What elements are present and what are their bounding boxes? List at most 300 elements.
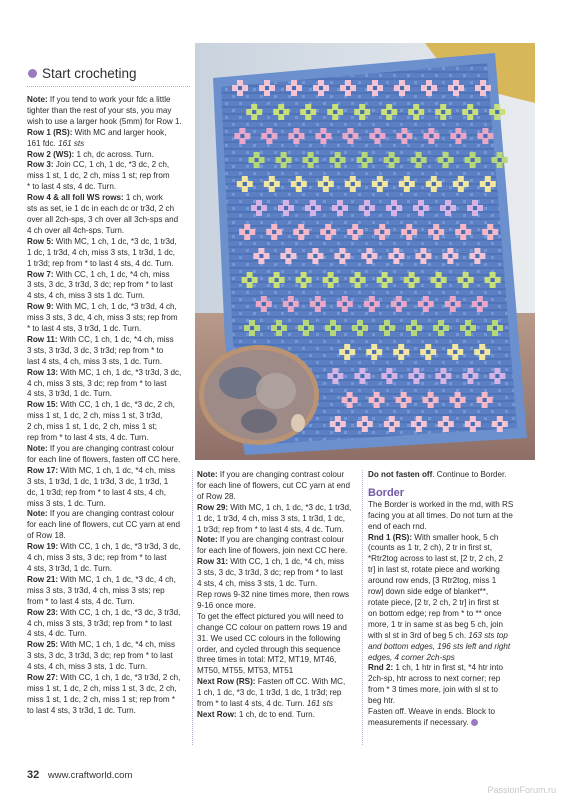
flower-center: [245, 230, 249, 234]
flower-center: [275, 278, 279, 282]
row-text: With CC, 1 ch, 1 dc, *3 dc, 2 ch,: [58, 400, 176, 410]
flower-center: [345, 350, 349, 354]
flower-petal: [418, 210, 424, 216]
flower-petal: [406, 224, 412, 230]
flower-petal: [447, 258, 453, 264]
flower-petal: [399, 90, 405, 96]
flower-petal: [411, 320, 417, 326]
flower-petal: [425, 354, 431, 360]
flower-petal: [494, 104, 500, 110]
text-line: [27, 575, 188, 586]
flower-petal: [460, 234, 466, 240]
flower-center: [481, 86, 485, 90]
text-line: [27, 270, 188, 281]
flower-center: [277, 326, 281, 330]
row-label: Row 1 (RS):: [27, 127, 73, 137]
flower-petal: [301, 272, 307, 278]
flower-center: [272, 230, 276, 234]
flower-petal: [325, 234, 331, 240]
flower-petal: [312, 258, 318, 264]
stitch-count: 163 sts top: [468, 630, 508, 640]
row-text: 4 sts, 4 ch, miss 3 sts 1 dc. Turn.: [27, 291, 145, 301]
row-text: 1 tr3d; rep from * to last 4 sts, 4 dc. Turn.: [197, 524, 344, 534]
flower-petal: [244, 224, 250, 230]
flower-petal: [474, 248, 480, 254]
row-text: If you are changing contrast colour: [47, 444, 175, 453]
text-line: [27, 673, 188, 684]
flower-petal: [305, 104, 311, 110]
flower-center: [331, 326, 335, 330]
row-text: With MC, 1 ch, 1 dc, *3 dc, 1 tr3d,: [228, 502, 352, 512]
row-text: from * to last 4 sts, 4 dc. Turn.: [27, 596, 135, 606]
flower-petal: [369, 296, 375, 302]
flower-center: [259, 254, 263, 258]
stitch-count: edges, 4 corner 2ch-sps: [368, 652, 455, 662]
flower-petal: [494, 114, 500, 120]
text-line: [27, 509, 188, 520]
text-line: [27, 368, 188, 379]
flower-petal: [293, 128, 299, 134]
flower-center: [378, 182, 382, 186]
flower-center: [456, 398, 460, 402]
flower-petal: [382, 272, 388, 278]
flower-petal: [433, 224, 439, 230]
row-text: 1 dc, 1 tr3d, 4 ch, miss 3 sts, 1 tr3d, 1 dc,: [197, 513, 345, 523]
flower-petal: [445, 200, 451, 206]
row-text: for each line of flowers, fasten off CC here.: [27, 454, 181, 464]
row-label: Row 17:: [27, 465, 59, 475]
flower-petal: [396, 296, 402, 302]
row-text: 3 sts, 3 dc, 3 tr3d, 3 dc; rep from * to last: [27, 280, 173, 290]
text-line: [368, 533, 533, 544]
row-text: MT50, MT55, MT53, MT51: [197, 666, 294, 676]
flower-petal: [482, 138, 488, 144]
row-text: With CC, 1 ch, 1 dc, *4 ch, miss: [57, 334, 174, 344]
flower-petal: [379, 224, 385, 230]
row-text: miss 1 st, 1 dc, 2 ch, miss 1 st; rep from *: [27, 694, 175, 704]
flower-petal: [344, 344, 350, 350]
flower-petal: [443, 426, 449, 432]
flower-center: [397, 302, 401, 306]
instructions-column-2: [197, 470, 358, 721]
flower-center: [432, 182, 436, 186]
flower-petal: [480, 90, 486, 96]
row-label: Note:: [197, 470, 218, 479]
flower-center: [304, 326, 308, 330]
flower-petal: [318, 90, 324, 96]
flower-petal: [453, 90, 459, 96]
text-line: [27, 477, 188, 488]
flower-petal: [374, 392, 380, 398]
flower-petal: [303, 330, 309, 336]
text-line: [27, 215, 188, 226]
flower-petal: [332, 368, 338, 374]
row-text: tr] in last st, rotate piece and working: [368, 565, 500, 575]
flower-center: [441, 374, 445, 378]
flower-petal: [247, 282, 253, 288]
flower-center: [426, 350, 430, 354]
flower-center: [399, 350, 403, 354]
flower-center: [365, 206, 369, 210]
flower-petal: [266, 138, 272, 144]
flower-petal: [440, 368, 446, 374]
row-text: If you are changing contrast colour: [217, 535, 345, 545]
flower-petal: [426, 90, 432, 96]
flower-center: [306, 110, 310, 114]
stitch-count: 161 sts: [58, 138, 85, 148]
flower-petal: [254, 162, 260, 168]
flower-center: [294, 134, 298, 138]
flower-petal: [386, 104, 392, 110]
flower-petal: [465, 330, 471, 336]
flower-petal: [386, 378, 392, 384]
flower-petal: [450, 296, 456, 302]
flower-petal: [479, 344, 485, 350]
flower-petal: [374, 128, 380, 134]
flower-center: [434, 230, 438, 234]
flower-center: [475, 254, 479, 258]
flower-petal: [335, 162, 341, 168]
row-text: change CC colour on pattern rows 19 and: [197, 622, 347, 632]
flower-petal: [296, 186, 302, 192]
flower-center: [311, 206, 315, 210]
text-line: [368, 470, 533, 481]
row-label: Note:: [27, 95, 48, 104]
flower-petal: [298, 224, 304, 230]
flower-petal: [318, 80, 324, 86]
flower-petal: [497, 162, 503, 168]
flower-center: [309, 158, 313, 162]
flower-center: [372, 350, 376, 354]
flower-center: [360, 110, 364, 114]
row-text: more, 1 tr in same st as beg 5 ch, join: [368, 619, 503, 629]
flower-center: [302, 278, 306, 282]
row-text: With MC, 1 ch, 1 dc, *4 ch, miss: [58, 640, 175, 650]
flower-petal: [409, 272, 415, 278]
row-text: 9-16 once more.: [197, 600, 256, 610]
flower-center: [340, 254, 344, 258]
flower-petal: [482, 392, 488, 398]
row-label: Do not fasten off: [368, 470, 433, 479]
text-line: [368, 598, 533, 609]
text-line: [27, 433, 188, 444]
row-text: * to last 4 sts, 3 tr3d, 1 dc. Turn.: [27, 324, 142, 334]
flower-center: [373, 86, 377, 90]
flower-petal: [393, 248, 399, 254]
flower-center: [392, 206, 396, 210]
flower-center: [324, 182, 328, 186]
row-text: on bottom edge; rep from * to ** once: [368, 608, 502, 618]
text-line: [368, 609, 533, 620]
border-instructions: [368, 500, 533, 729]
flower-petal: [350, 186, 356, 192]
flower-petal: [350, 176, 356, 182]
flower-center: [466, 326, 470, 330]
row-text: With MC, 1 ch, 1 dc, *3 tr3d, 4 ch,: [53, 302, 177, 312]
flower-center: [363, 422, 367, 426]
row-text: for each line of flowers, cut CC yarn at end: [27, 520, 180, 530]
flower-center: [270, 182, 274, 186]
flower-petal: [310, 210, 316, 216]
text-line: [27, 499, 188, 510]
text-line: [197, 481, 358, 492]
text-line: [368, 587, 533, 598]
flower-center: [299, 230, 303, 234]
flower-petal: [453, 80, 459, 86]
flower-center: [483, 398, 487, 402]
flower-petal: [458, 176, 464, 182]
text-line: [27, 466, 188, 477]
flower-petal: [369, 306, 375, 312]
text-line: [197, 634, 358, 645]
flower-petal: [308, 152, 314, 158]
flower-petal: [472, 210, 478, 216]
flower-petal: [411, 330, 417, 336]
text-line: [197, 612, 358, 623]
flower-center: [316, 302, 320, 306]
row-text: With CC, 1 ch, 1 dc, *4 ch, miss: [53, 269, 170, 279]
text-line: [197, 470, 358, 481]
flower-petal: [443, 152, 449, 158]
palette-tray: [199, 345, 319, 445]
flower-petal: [428, 402, 434, 408]
row-label: Row 25:: [27, 640, 59, 650]
flower-center: [498, 422, 502, 426]
flower-petal: [274, 282, 280, 288]
flower-petal: [276, 320, 282, 326]
text-line: [27, 160, 188, 171]
flower-center: [405, 182, 409, 186]
flower-center: [262, 302, 266, 306]
flower-petal: [467, 114, 473, 120]
row-label: Row 7:: [27, 269, 54, 279]
flower-petal: [339, 248, 345, 254]
row-text: from * to last 4 sts, 4 dc. Turn.: [197, 699, 307, 709]
text-line: [197, 557, 358, 568]
flower-petal: [480, 80, 486, 86]
flower-petal: [244, 234, 250, 240]
text-line: [27, 171, 188, 182]
row-text: with sl st in 3rd of beg 5 ch.: [368, 630, 469, 640]
row-text: To get the effect pictured you will need to: [197, 611, 344, 621]
text-line: [27, 193, 188, 204]
flower-petal: [398, 354, 404, 360]
flower-petal: [455, 402, 461, 408]
row-text: 1 ch, work: [123, 193, 163, 203]
row-text: If you are changing contrast colour: [47, 509, 175, 519]
text-line: [197, 568, 358, 579]
flower-center: [360, 374, 364, 378]
flower-petal: [431, 176, 437, 182]
flower-center: [451, 302, 455, 306]
text-line: [197, 590, 358, 601]
flower-center: [243, 182, 247, 186]
row-text: 4 sts, 4 ch, miss 3 sts, 1 dc. Turn.: [197, 579, 318, 589]
flower-petal: [440, 114, 446, 120]
flower-petal: [254, 152, 260, 158]
text-line: [27, 357, 188, 368]
flower-center: [326, 230, 330, 234]
row-label: Row 27:: [27, 673, 59, 683]
flower-center: [454, 86, 458, 90]
flower-petal: [362, 416, 368, 422]
flower-center: [319, 86, 323, 90]
flower-center: [252, 110, 256, 114]
flower-center: [336, 422, 340, 426]
flower-petal: [420, 258, 426, 264]
flower-petal: [420, 248, 426, 254]
flower-center: [267, 134, 271, 138]
flower-petal: [386, 114, 392, 120]
text-line: [27, 248, 188, 259]
flower-center: [471, 158, 475, 162]
row-text: 1 tr3d; rep from * to last 4 sts, 4 dc. Turn.: [27, 258, 174, 268]
flower-petal: [494, 378, 500, 384]
flower-petal: [337, 200, 343, 206]
section-title: Start crocheting: [42, 66, 137, 81]
text-line: [197, 645, 358, 656]
row-label: Row 9:: [27, 302, 54, 312]
row-text: miss 3 sts, 3 tr3d, 4 ch, miss 3 sts; rep: [27, 585, 165, 595]
flower-petal: [352, 224, 358, 230]
row-text: miss 1 st, 1 dc, 2 ch, miss 1 st; rep from: [27, 171, 170, 181]
flower-petal: [450, 306, 456, 312]
text-line: [27, 488, 188, 499]
text-line: [27, 684, 188, 695]
flower-petal: [482, 402, 488, 408]
flower-petal: [276, 330, 282, 336]
text-line: [27, 444, 188, 455]
row-text: With MC, 1 ch, 1 dc, *3 tr3d, 3 dc,: [58, 367, 182, 377]
flower-petal: [261, 296, 267, 302]
flower-petal: [357, 330, 363, 336]
flower-center: [417, 158, 421, 162]
row-text: tighter than the rest of your sts, you may: [27, 105, 172, 115]
continue-note: [368, 470, 533, 481]
text-line: [197, 688, 358, 699]
flower-petal: [384, 330, 390, 336]
row-text: . Continue to Border.: [432, 470, 507, 479]
flower-petal: [251, 114, 257, 120]
text-line: [27, 455, 188, 466]
text-line: [27, 695, 188, 706]
column-divider: [362, 470, 363, 745]
flower-petal: [423, 306, 429, 312]
text-line: [27, 280, 188, 291]
flower-petal: [330, 320, 336, 326]
flower-center: [437, 278, 441, 282]
flower-center: [282, 158, 286, 162]
flower-petal: [460, 224, 466, 230]
row-label: Row 2 (WS):: [27, 149, 75, 159]
flower-petal: [372, 80, 378, 86]
flower-petal: [463, 282, 469, 288]
flower-petal: [445, 210, 451, 216]
text-line: [27, 531, 188, 542]
heading-divider: [27, 86, 190, 87]
row-text: dc, 1 tr3d; rep from * to last 4 sts, 4 ch,: [27, 487, 167, 497]
row-label: Rnd 2:: [368, 663, 394, 673]
row-text: 4 sts, 3 tr3d, 1 dc. Turn.: [27, 563, 113, 573]
flower-center: [250, 326, 254, 330]
text-line: [27, 324, 188, 335]
flower-petal: [283, 210, 289, 216]
flower-petal: [239, 138, 245, 144]
flower-center: [448, 254, 452, 258]
row-text: Fasten off. Weave in ends. Block to: [368, 707, 496, 717]
text-line: [27, 706, 188, 717]
flower-petal: [463, 272, 469, 278]
flower-petal: [470, 152, 476, 158]
text-line: [197, 601, 358, 612]
flower-center: [284, 206, 288, 210]
flower-center: [356, 278, 360, 282]
flower-petal: [497, 416, 503, 422]
row-text: 161 fdc.: [27, 138, 59, 148]
flower-center: [387, 374, 391, 378]
flower-center: [257, 206, 261, 210]
text-line: [27, 400, 188, 411]
flower-center: [286, 254, 290, 258]
flower-petal: [477, 296, 483, 302]
row-text: end of each rnd.: [368, 521, 427, 531]
text-line: [27, 586, 188, 597]
flower-center: [383, 278, 387, 282]
flower-petal: [271, 234, 277, 240]
flower-petal: [443, 162, 449, 168]
text-line: [197, 699, 358, 710]
text-line: [27, 335, 188, 346]
flower-petal: [298, 234, 304, 240]
flower-petal: [379, 234, 385, 240]
flower-petal: [482, 128, 488, 134]
text-line: [27, 597, 188, 608]
flower-petal: [389, 162, 395, 168]
flower-petal: [281, 162, 287, 168]
text-line: [368, 554, 533, 565]
flower-petal: [352, 234, 358, 240]
flower-petal: [431, 186, 437, 192]
flower-petal: [452, 344, 458, 350]
flower-center: [353, 230, 357, 234]
flower-petal: [425, 344, 431, 350]
flower-petal: [382, 282, 388, 288]
text-line: [368, 522, 533, 533]
flower-petal: [256, 210, 262, 216]
flower-petal: [239, 128, 245, 134]
row-label: Row 11:: [27, 334, 58, 344]
flower-center: [414, 110, 418, 114]
row-text: 31. We used CC colours in the following: [197, 633, 341, 643]
section-heading: [27, 66, 192, 81]
flower-center: [338, 206, 342, 210]
text-line: [27, 139, 188, 150]
text-line: [197, 525, 358, 536]
flower-petal: [251, 104, 257, 110]
text-line: [27, 629, 188, 640]
flower-petal: [362, 426, 368, 432]
row-text: With MC, 1 ch, 1 dc, *4 ch, miss: [58, 465, 175, 475]
flower-petal: [374, 138, 380, 144]
row-label: Row 13:: [27, 367, 59, 377]
row-text: * to last 4 sts, 4 dc. Turn.: [27, 182, 117, 192]
flower-petal: [237, 90, 243, 96]
flower-center: [351, 182, 355, 186]
flower-petal: [347, 128, 353, 134]
flower-petal: [264, 90, 270, 96]
flower-petal: [293, 138, 299, 144]
row-text: over all 2ch-sps, 3 ch over all 3ch-sps and: [27, 214, 179, 224]
